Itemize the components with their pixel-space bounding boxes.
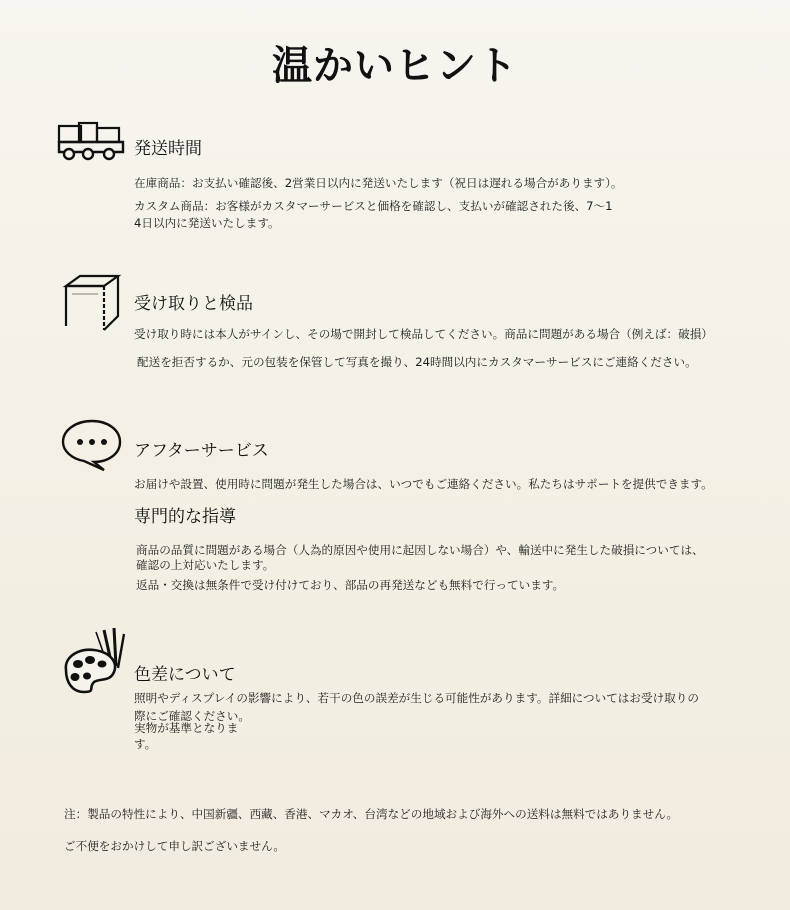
after-service-heading: アフターサービス xyxy=(134,441,269,461)
color-text-4: す。 xyxy=(134,737,157,751)
guidance-text-2: 返品・交換は無条件で受け付けており、部品の再発送なども無料で行っています。 xyxy=(136,578,565,592)
shipping-text-2a: カスタム商品：お客様がカスタマーサービスと価格を確認し、支払いが確認された後、7〜1 xyxy=(134,199,613,213)
truck-icon xyxy=(56,120,126,164)
color-heading: 色差について xyxy=(134,665,236,685)
shipping-text-1: 在庫商品：お支払い確認後、2営業日以内に発送いたします（祝日は遅れる場合があります）。 xyxy=(134,176,623,190)
shipping-text-2b: 4日以内に発送いたします。 xyxy=(134,216,280,230)
page-title: 温かいヒント xyxy=(272,43,518,89)
color-text-1: 照明やディスプレイの影響により、若干の色の誤差が生じる可能性があります。詳細についてはお受け取りの xyxy=(134,691,699,705)
receiving-text-1: 受け取り時には本人がサインし、その場で開封して検品してください。商品に問題がある場合（例えば：破損） xyxy=(134,327,713,341)
guidance-text-1a: 商品の品質に問題がある場合（人為的原因や使用に起因しない場合）や、輸送中に発生した破損については、 xyxy=(136,543,704,557)
receiving-heading: 受け取りと検品 xyxy=(134,294,253,314)
color-text-2: 際にご確認ください。 xyxy=(134,709,250,723)
receiving-text-2: 配送を拒否するか、元の包装を保管して写真を撮り、24時間以内にカスタマーサービスにご連絡ください。 xyxy=(137,355,697,369)
palette-icon xyxy=(60,626,134,696)
box-icon xyxy=(62,272,122,336)
shipping-heading: 発送時間 xyxy=(134,139,202,159)
color-text-3: 実物が基準となりま xyxy=(134,721,239,735)
guidance-heading: 専門的な指導 xyxy=(134,507,236,527)
speech-bubble-icon xyxy=(60,418,124,472)
guidance-text-1b: 確認の上対応いたします。 xyxy=(136,558,275,572)
note-shipping-fee: 注：製品の特性により、中国新疆、西藏、香港、マカオ、台湾などの地域および海外への送料は無料ではありません。 xyxy=(64,807,679,821)
after-service-text: お届けや設置、使用時に問題が発生した場合は、いつでもご連絡ください。私たちはサポートを提供できます。 xyxy=(134,477,713,491)
note-apology: ご不便をおかけして申し訳ございません。 xyxy=(64,839,285,853)
